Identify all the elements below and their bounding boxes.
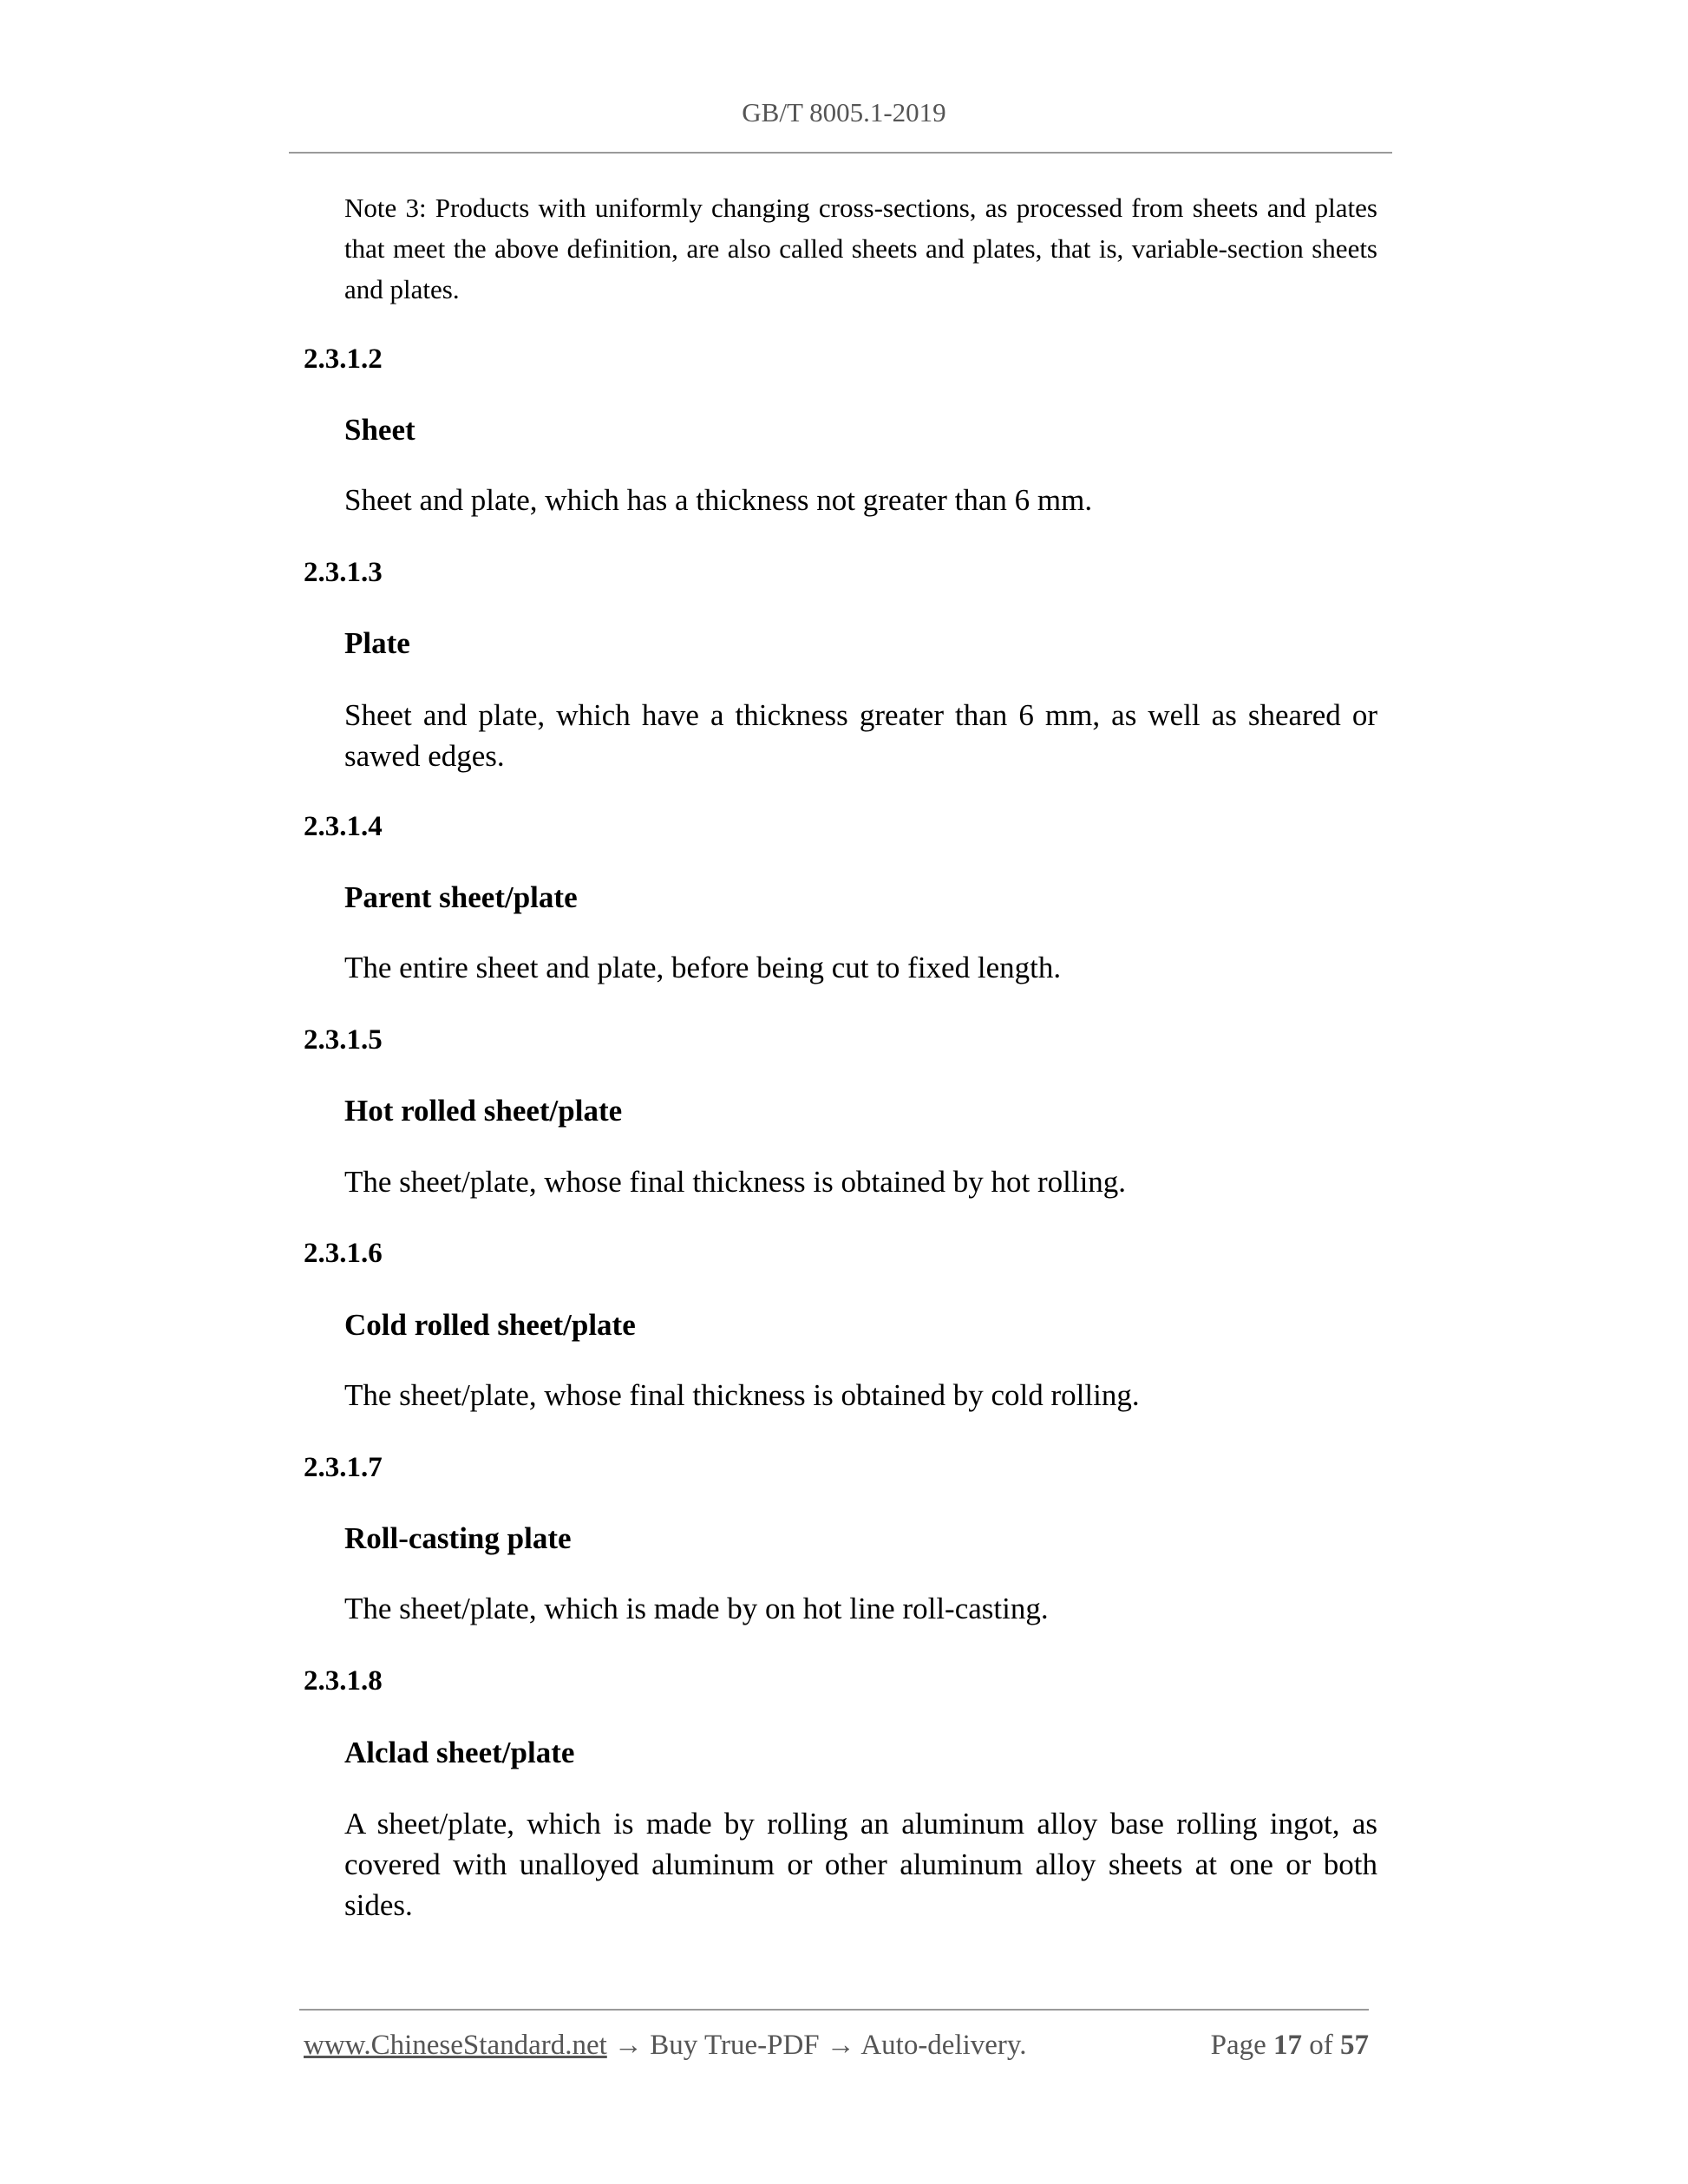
buy-true-pdf-text: Buy True-PDF: [650, 2030, 820, 2061]
arrow-right-icon: →: [826, 2030, 855, 2061]
header-divider: [289, 152, 1392, 154]
website-link[interactable]: www.ChineseStandard.net: [304, 2030, 607, 2061]
page-label: Page: [1210, 2030, 1266, 2061]
section-number: 2.3.1.7: [304, 1452, 383, 1483]
term-title: Parent sheet/plate: [344, 880, 578, 914]
term-definition: Sheet and plate, which have a thickness greater than 6 mm, as well as sheared or sawed edges.: [344, 698, 1377, 773]
page-number: 17: [1273, 2030, 1302, 2061]
term-title: Roll-casting plate: [344, 1521, 572, 1555]
term-title: Hot rolled sheet/plate: [344, 1094, 623, 1128]
footer-links: [304, 2030, 1027, 2062]
page-header: GB/T 8005.1-2019: [742, 97, 946, 128]
note-paragraph: Note 3: Products with uniformly changing cross-sections, as processed from sheets and plates that meet the above definition, are also called sheets and plates, that is, variable-section sheets and plates.: [344, 193, 1377, 304]
term-definition: The sheet/plate, which is made by on hot line roll-casting.: [344, 1592, 1049, 1625]
section-number: 2.3.1.8: [304, 1665, 383, 1697]
section-number: 2.3.1.4: [304, 811, 383, 842]
term-title: Alclad sheet/plate: [344, 1736, 575, 1769]
section-number: 2.3.1.5: [304, 1024, 383, 1056]
term-definition: The entire sheet and plate, before being cut to fixed length.: [344, 951, 1062, 984]
term-definition: Sheet and plate, which has a thickness not greater than 6 mm.: [344, 483, 1093, 517]
auto-delivery-text: Auto-delivery.: [860, 2030, 1027, 2061]
term-definition: The sheet/plate, whose final thickness is obtained by hot rolling.: [344, 1165, 1127, 1199]
term-title: Sheet: [344, 413, 415, 447]
page-total: 57: [1340, 2030, 1369, 2061]
page-counter: [1211, 2030, 1369, 2062]
term-title: Cold rolled sheet/plate: [344, 1308, 636, 1342]
footer-divider: [299, 2009, 1369, 2011]
section-number: 2.3.1.6: [304, 1238, 383, 1269]
arrow-right-icon: →: [614, 2030, 644, 2061]
term-definition: The sheet/plate, whose final thickness is obtained by cold rolling.: [344, 1378, 1140, 1412]
page-footer: [304, 2030, 1369, 2068]
term-title: Plate: [344, 626, 410, 660]
term-definition: A sheet/plate, which is made by rolling an aluminum alloy base rolling ingot, as covered with unalloyed aluminum or other aluminum alloy sheets at one or both sides.: [344, 1807, 1377, 1922]
section-number: 2.3.1.3: [304, 557, 383, 588]
section-number: 2.3.1.2: [304, 343, 383, 375]
of-label: of: [1309, 2030, 1333, 2061]
